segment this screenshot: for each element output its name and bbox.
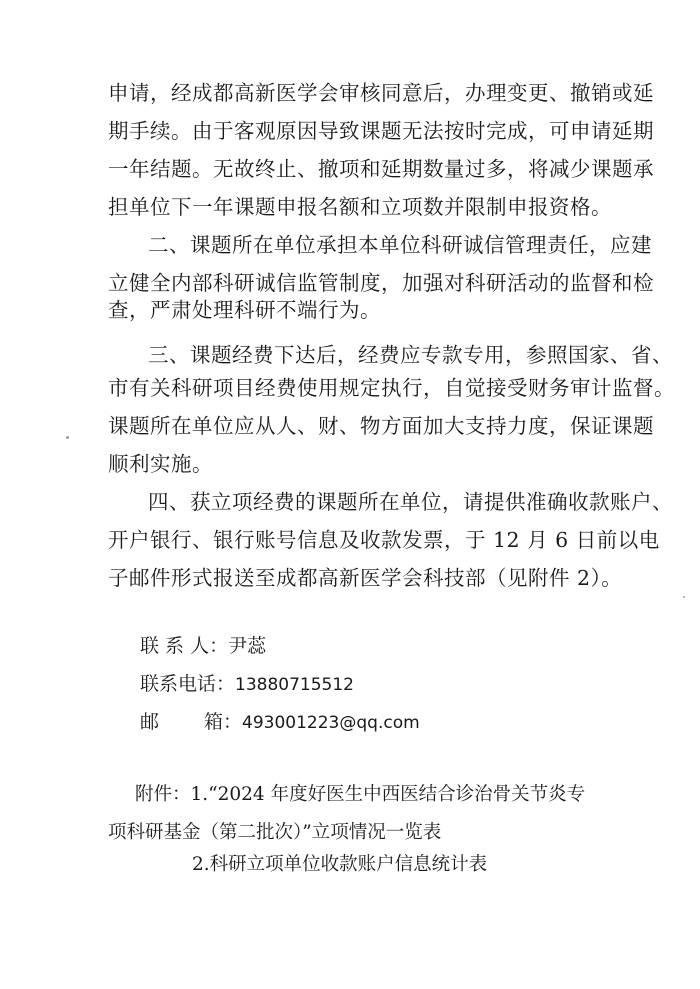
text-line: 立健全内部科研诚信监管制度，加强对科研活动的监督和检 (108, 271, 654, 295)
contact-person (140, 633, 266, 659)
text-line: 顺利实施。 (108, 452, 213, 476)
text-line: 一年结题。无故终止、撤项和延期数量过多，将减少课题承 (108, 157, 654, 181)
text-line: 课题所在单位应从人、财、物方面加大支持力度，保证课题 (108, 414, 654, 438)
text-line: 二、课题所在单位承担本单位科研诚信管理责任，应建 (148, 233, 652, 257)
attachment-item-1-line-1: 1.“2024 年度好医生中西医结合诊治骨关节炎专 (190, 784, 586, 805)
scan-speck (683, 596, 685, 598)
contact-phone-label: 联系电话： (140, 673, 236, 695)
text-line: 四、获立项经费的课题所在单位，请提供准确收款账户、 (148, 490, 673, 514)
contact-email (140, 709, 420, 736)
attachment-item-1 (135, 782, 585, 808)
text-line: 期手续。由于客观原因导致课题无法按时完成，可申请延期 (108, 119, 654, 143)
contact-email-label-2: 箱： (204, 711, 243, 733)
attachment-item-1-line-2: 项科研基金（第二批次）”立项情况一览表 (108, 822, 442, 843)
text-line: 担单位下一年课题申报名额和立项数并限制申报资格。 (108, 195, 612, 219)
text-line: 开户银行、银行账号信息及收款发票，于 12 月 6 日前以电 (108, 528, 660, 552)
text-line: 三、课题经费下达后，经费应专款专用，参照国家、省、 (148, 343, 673, 367)
contact-email-value: 493001223@qq.com (242, 713, 420, 733)
contact-phone-value: 13880715512 (235, 675, 354, 695)
text-line: 子邮件形式报送至成都高新医学会科技部（见附件 2）。 (108, 566, 623, 590)
text-line: 市有关科研项目经费使用规定执行，自觉接受财务审计监督。 (108, 376, 675, 400)
contact-email-label-1: 邮 (140, 711, 160, 733)
scan-speck (66, 436, 69, 439)
attachment-item-2: 2.科研立项单位收款账户信息统计表 (192, 854, 488, 875)
contact-person-value: 尹蕊 (228, 635, 267, 657)
contact-person-label: 联 系 人： (140, 635, 229, 657)
attachment-label: 附件： (135, 784, 191, 805)
contact-phone (140, 671, 354, 698)
text-line: 查，严肃处理科研不端行为。 (108, 298, 381, 322)
text-line: 申请，经成都高新医学会审核同意后，办理变更、撤销或延 (108, 81, 654, 105)
